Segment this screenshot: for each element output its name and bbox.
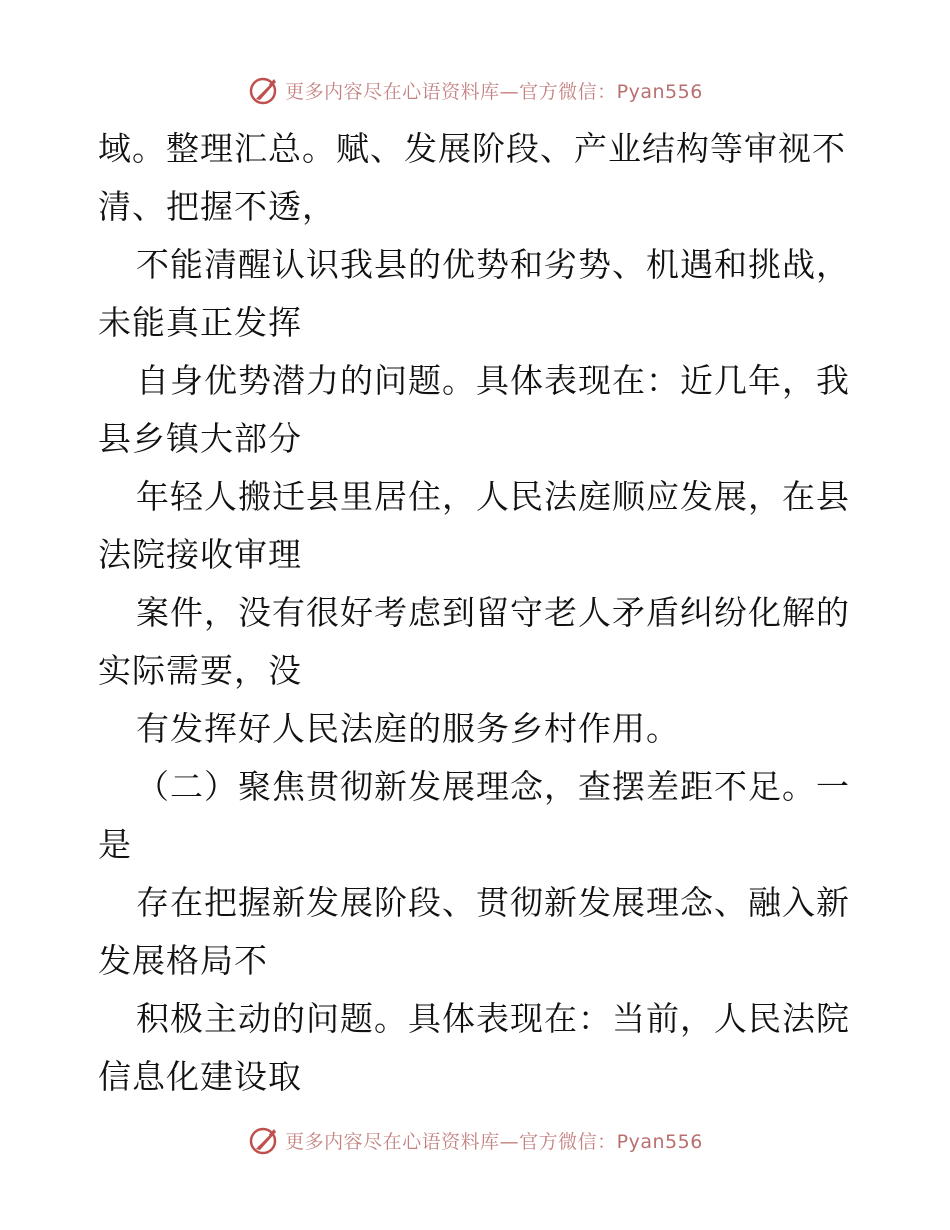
footer-banner-prefix: 更多内容尽在心语资料库—官方微信： [285, 1130, 617, 1153]
body-line: 县乡镇大部分 [98, 419, 302, 458]
body-line: （二）聚焦贯彻新发展理念，查摆差距不足。一 [136, 767, 850, 806]
header-banner [0, 70, 950, 110]
body-line: 法院接收审理 [98, 535, 302, 574]
body-line: 案件，没有很好考虑到留守老人矛盾纠纷化解的 [136, 593, 850, 632]
body-line: 信息化建设取 [98, 1057, 302, 1096]
body-line: 是 [98, 825, 132, 864]
footer-banner-text [285, 1127, 703, 1154]
body-line: 有发挥好人民法庭的服务乡村作用。 [136, 709, 680, 748]
body-line: 自身优势潜力的问题。具体表现在：近几年，我 [136, 361, 850, 400]
footer-banner-wechat-id: Pyan556 [616, 1130, 703, 1153]
body-line: 未能真正发挥 [98, 303, 302, 342]
body-line: 不能清醒认识我县的优势和劣势、机遇和挑战， [136, 245, 850, 284]
body-line: 年轻人搬迁县里居住，人民法庭顺应发展，在县 [136, 477, 850, 516]
body-line: 域。整理汇总。赋、发展阶段、产业结构等审视不 [98, 129, 846, 168]
header-banner-wechat-id: Pyan556 [616, 80, 703, 103]
header-banner-prefix: 更多内容尽在心语资料库—官方微信： [285, 80, 617, 103]
body-line: 积极主动的问题。具体表现在：当前，人民法院 [136, 999, 850, 1038]
body-line: 发展格局不 [98, 941, 268, 980]
feather-pen-logo-icon [247, 73, 281, 107]
body-line: 实际需要，没 [98, 651, 302, 690]
document-body [98, 120, 858, 1106]
feather-pen-logo-icon [247, 1123, 281, 1157]
header-banner-text [285, 77, 703, 104]
body-line: 清、把握不透， [98, 187, 336, 226]
body-line: 存在把握新发展阶段、贯彻新发展理念、融入新 [136, 883, 850, 922]
footer-banner [0, 1120, 950, 1160]
